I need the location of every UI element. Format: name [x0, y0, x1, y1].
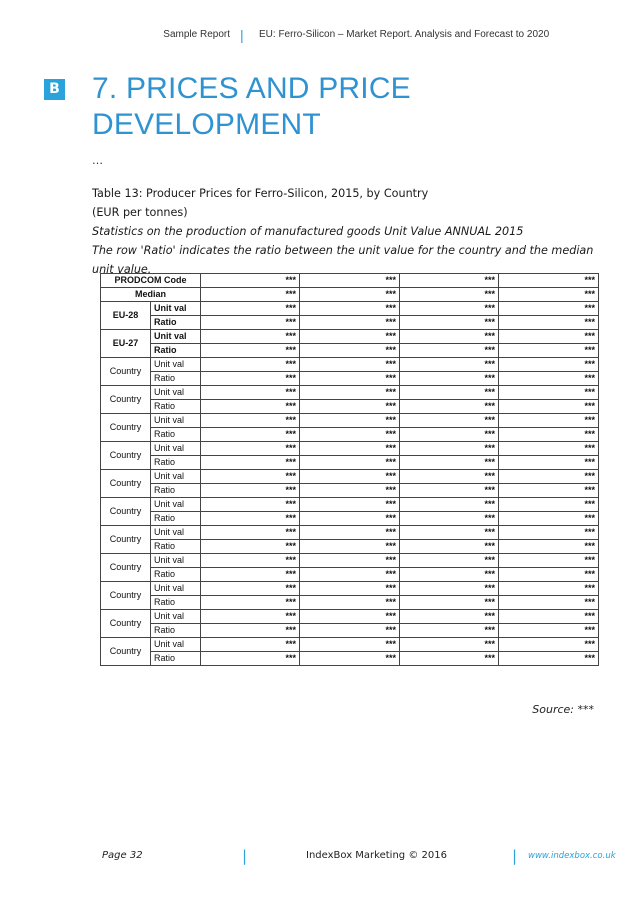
table-caption-unit: (EUR per tonnes) [92, 206, 188, 219]
value-cell: *** [201, 470, 300, 484]
table-row [101, 526, 599, 540]
median-cell: *** [400, 288, 499, 302]
footer-website-link[interactable]: www.indexbox.co.uk [528, 851, 616, 861]
row-group-name: EU-28 [101, 302, 151, 330]
value-cell: *** [201, 512, 300, 526]
value-cell: *** [201, 610, 300, 624]
value-cell: *** [499, 554, 599, 568]
table-header-row [101, 274, 599, 288]
page-header [0, 29, 638, 43]
value-cell: *** [201, 400, 300, 414]
row-group-name: Country [101, 442, 151, 470]
value-cell: *** [499, 652, 599, 666]
row-measure-label: Unit val [151, 386, 201, 400]
header-cell: *** [300, 274, 400, 288]
value-cell: *** [499, 372, 599, 386]
header-report-title: EU: Ferro-Silicon – Market Report. Analysis and Forecast to 2020 [259, 29, 550, 40]
header-cell: *** [400, 274, 499, 288]
value-cell: *** [400, 596, 499, 610]
value-cell: *** [499, 400, 599, 414]
table-row [101, 302, 599, 316]
row-measure-label: Ratio [151, 372, 201, 386]
value-cell: *** [201, 372, 300, 386]
value-cell: *** [499, 302, 599, 316]
value-cell: *** [201, 302, 300, 316]
table-row [101, 400, 599, 414]
table-row [101, 372, 599, 386]
value-cell: *** [499, 316, 599, 330]
table-row [101, 582, 599, 596]
table-caption-statistics: Statistics on the production of manufactured goods Unit Value ANNUAL 2015 [92, 225, 524, 238]
value-cell: *** [201, 442, 300, 456]
row-measure-label: Unit val [151, 526, 201, 540]
table-row [101, 498, 599, 512]
row-measure-label: Ratio [151, 456, 201, 470]
row-measure-label: Ratio [151, 652, 201, 666]
value-cell: *** [400, 400, 499, 414]
table-source: Source: *** [532, 703, 594, 716]
value-cell: *** [201, 456, 300, 470]
row-group-name: Country [101, 498, 151, 526]
value-cell: *** [499, 624, 599, 638]
table-row [101, 540, 599, 554]
value-cell: *** [499, 414, 599, 428]
header-separator: | [240, 27, 244, 43]
row-measure-label: Ratio [151, 512, 201, 526]
value-cell: *** [300, 456, 400, 470]
header-prodcom-code: PRODCOM Code [101, 274, 201, 288]
row-measure-label: Unit val [151, 582, 201, 596]
value-cell: *** [201, 540, 300, 554]
value-cell: *** [400, 456, 499, 470]
value-cell: *** [400, 624, 499, 638]
row-group-name: EU-27 [101, 330, 151, 358]
row-group-name: Country [101, 358, 151, 386]
value-cell: *** [400, 316, 499, 330]
value-cell: *** [300, 498, 400, 512]
value-cell: *** [499, 470, 599, 484]
page-footer [0, 847, 638, 866]
table-row [101, 554, 599, 568]
value-cell: *** [201, 526, 300, 540]
value-cell: *** [300, 302, 400, 316]
row-measure-label: Ratio [151, 596, 201, 610]
table-row [101, 610, 599, 624]
median-cell: *** [499, 288, 599, 302]
value-cell: *** [499, 582, 599, 596]
row-group-name: Country [101, 554, 151, 582]
table-row [101, 484, 599, 498]
value-cell: *** [300, 316, 400, 330]
table-caption-title: Table 13: Producer Prices for Ferro-Silicon, 2015, by Country [92, 187, 429, 200]
table-median-row [101, 288, 599, 302]
row-measure-label: Ratio [151, 540, 201, 554]
value-cell: *** [400, 428, 499, 442]
value-cell: *** [300, 624, 400, 638]
table-row [101, 414, 599, 428]
prices-table [100, 273, 599, 666]
value-cell: *** [400, 484, 499, 498]
value-cell: *** [201, 344, 300, 358]
table-row [101, 568, 599, 582]
value-cell: *** [201, 554, 300, 568]
value-cell: *** [201, 484, 300, 498]
row-measure-label: Unit val [151, 414, 201, 428]
row-measure-label: Ratio [151, 624, 201, 638]
header-cell: *** [201, 274, 300, 288]
value-cell: *** [499, 638, 599, 652]
value-cell: *** [499, 568, 599, 582]
value-cell: *** [201, 358, 300, 372]
value-cell: *** [201, 428, 300, 442]
row-measure-label: Ratio [151, 344, 201, 358]
value-cell: *** [400, 568, 499, 582]
table-row [101, 456, 599, 470]
value-cell: *** [499, 344, 599, 358]
row-measure-label: Unit val [151, 358, 201, 372]
value-cell: *** [400, 610, 499, 624]
value-cell: *** [499, 610, 599, 624]
value-cell: *** [400, 652, 499, 666]
row-group-name: Country [101, 526, 151, 554]
median-cell: *** [300, 288, 400, 302]
table-row [101, 638, 599, 652]
value-cell: *** [201, 596, 300, 610]
value-cell: *** [300, 484, 400, 498]
row-measure-label: Ratio [151, 316, 201, 330]
value-cell: *** [499, 596, 599, 610]
row-measure-label: Ratio [151, 484, 201, 498]
value-cell: *** [300, 596, 400, 610]
row-measure-label: Ratio [151, 428, 201, 442]
value-cell: *** [400, 638, 499, 652]
value-cell: *** [499, 330, 599, 344]
value-cell: *** [201, 386, 300, 400]
value-cell: *** [400, 414, 499, 428]
row-group-name: Country [101, 414, 151, 442]
value-cell: *** [300, 526, 400, 540]
median-label: Median [101, 288, 201, 302]
table-row [101, 386, 599, 400]
value-cell: *** [400, 582, 499, 596]
table-row [101, 344, 599, 358]
value-cell: *** [201, 638, 300, 652]
value-cell: *** [400, 554, 499, 568]
table-row [101, 442, 599, 456]
brand-badge-icon: B [44, 79, 65, 100]
value-cell: *** [400, 358, 499, 372]
value-cell: *** [300, 582, 400, 596]
value-cell: *** [400, 470, 499, 484]
value-cell: *** [300, 470, 400, 484]
ellipsis-text: … [92, 154, 103, 167]
value-cell: *** [300, 554, 400, 568]
row-measure-label: Unit val [151, 498, 201, 512]
value-cell: *** [300, 610, 400, 624]
value-cell: *** [201, 316, 300, 330]
value-cell: *** [499, 498, 599, 512]
table-row [101, 428, 599, 442]
value-cell: *** [300, 638, 400, 652]
value-cell: *** [201, 652, 300, 666]
footer-separator: | [242, 847, 248, 865]
value-cell: *** [300, 372, 400, 386]
value-cell: *** [300, 386, 400, 400]
row-measure-label: Unit val [151, 610, 201, 624]
value-cell: *** [499, 428, 599, 442]
value-cell: *** [499, 540, 599, 554]
table-row [101, 470, 599, 484]
value-cell: *** [400, 302, 499, 316]
row-measure-label: Unit val [151, 442, 201, 456]
value-cell: *** [400, 540, 499, 554]
row-measure-label: Unit val [151, 302, 201, 316]
page-number: Page 32 [102, 850, 143, 861]
row-measure-label: Unit val [151, 638, 201, 652]
row-group-name: Country [101, 610, 151, 638]
row-measure-label: Ratio [151, 568, 201, 582]
table-row [101, 330, 599, 344]
row-group-name: Country [101, 638, 151, 666]
value-cell: *** [300, 428, 400, 442]
value-cell: *** [499, 512, 599, 526]
median-cell: *** [201, 288, 300, 302]
chapter-title: 7. PRICES AND PRICE DEVELOPMENT [92, 72, 411, 141]
value-cell: *** [201, 498, 300, 512]
value-cell: *** [300, 568, 400, 582]
value-cell: *** [499, 456, 599, 470]
value-cell: *** [201, 414, 300, 428]
table-row [101, 316, 599, 330]
value-cell: *** [499, 442, 599, 456]
value-cell: *** [300, 414, 400, 428]
value-cell: *** [300, 652, 400, 666]
table-row [101, 358, 599, 372]
value-cell: *** [300, 442, 400, 456]
table-caption-ratio-note: The row 'Ratio' indicates the ratio between the unit value for the country and the median unit value. [92, 244, 594, 276]
value-cell: *** [400, 344, 499, 358]
value-cell: *** [499, 526, 599, 540]
value-cell: *** [201, 582, 300, 596]
footer-copyright: IndexBox Marketing © 2016 [306, 850, 447, 861]
table-row [101, 596, 599, 610]
footer-separator: | [512, 847, 518, 865]
value-cell: *** [400, 498, 499, 512]
value-cell: *** [201, 624, 300, 638]
value-cell: *** [400, 386, 499, 400]
table-row [101, 512, 599, 526]
row-group-name: Country [101, 386, 151, 414]
value-cell: *** [300, 400, 400, 414]
header-report-type: Sample Report [163, 29, 230, 40]
row-measure-label: Unit val [151, 470, 201, 484]
table-row [101, 624, 599, 638]
header-cell: *** [499, 274, 599, 288]
row-measure-label: Ratio [151, 400, 201, 414]
value-cell: *** [300, 512, 400, 526]
value-cell: *** [400, 526, 499, 540]
value-cell: *** [300, 540, 400, 554]
value-cell: *** [201, 568, 300, 582]
row-group-name: Country [101, 582, 151, 610]
table-row [101, 652, 599, 666]
row-group-name: Country [101, 470, 151, 498]
value-cell: *** [400, 372, 499, 386]
value-cell: *** [300, 344, 400, 358]
value-cell: *** [300, 330, 400, 344]
value-cell: *** [499, 484, 599, 498]
value-cell: *** [400, 442, 499, 456]
row-measure-label: Unit val [151, 330, 201, 344]
value-cell: *** [400, 330, 499, 344]
value-cell: *** [201, 330, 300, 344]
value-cell: *** [400, 512, 499, 526]
value-cell: *** [499, 386, 599, 400]
value-cell: *** [300, 358, 400, 372]
row-measure-label: Unit val [151, 554, 201, 568]
value-cell: *** [499, 358, 599, 372]
